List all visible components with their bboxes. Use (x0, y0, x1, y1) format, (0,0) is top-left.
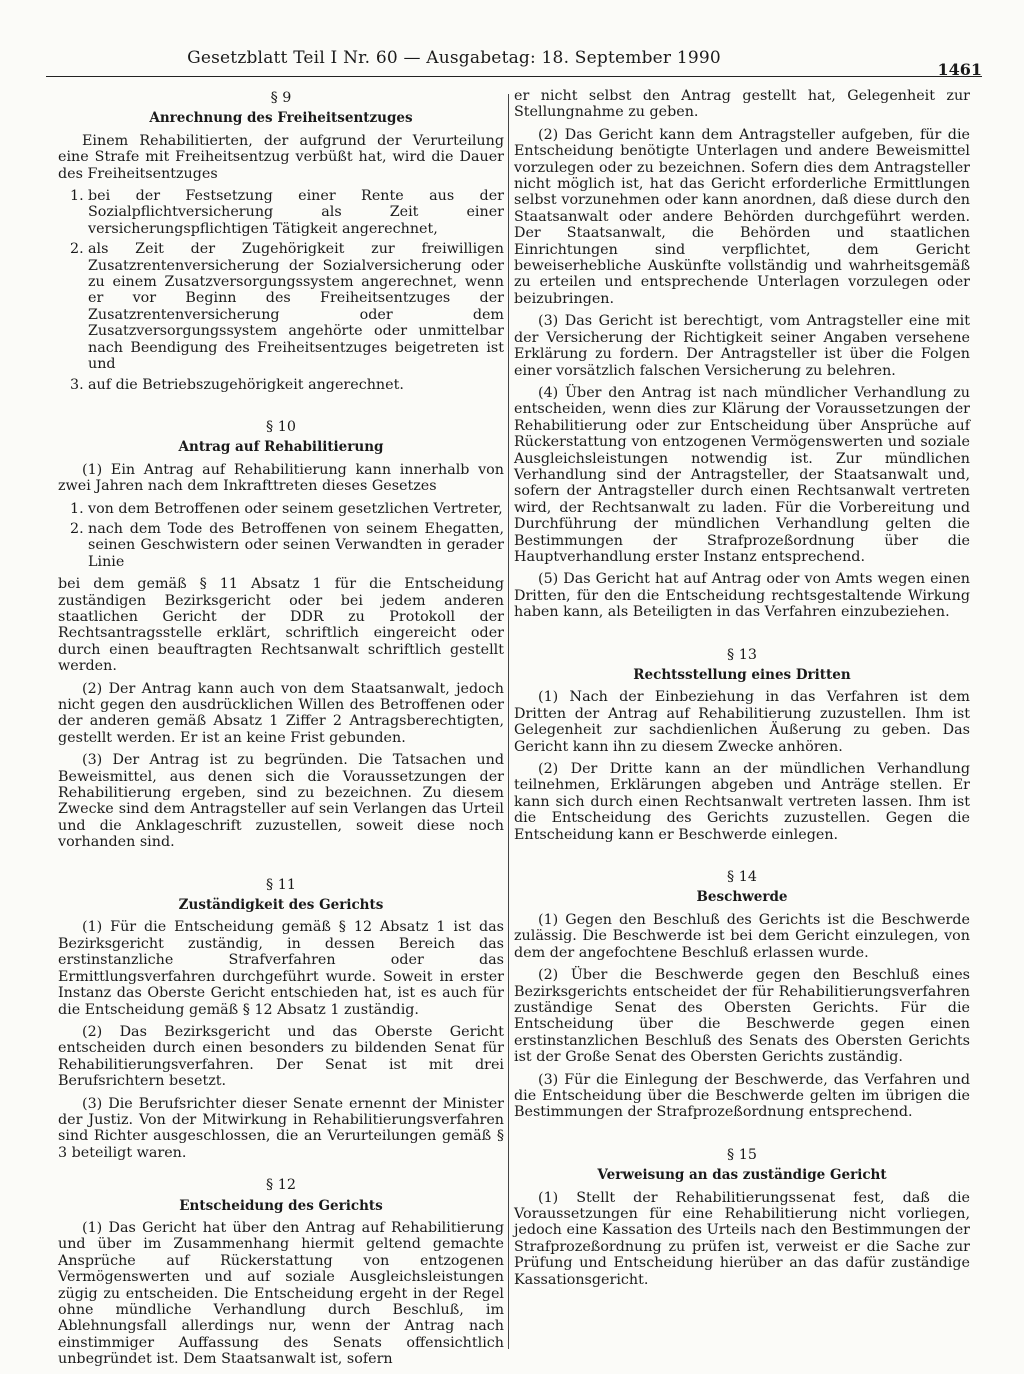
paragraph: (3) Für die Einlegung der Beschwerde, das Verfahren und die Entscheidung über die Beschwerde gelten im übrigen die Bestimmungen der Strafprozeßordnung entsprechend. (514, 1071, 970, 1121)
section-title: Verweisung an das zuständige Gericht (597, 1167, 887, 1184)
enumerated-list (58, 501, 504, 571)
section-title: Anrechnung des Freiheitsentzuges (149, 110, 413, 127)
section-title: Antrag auf Rehabilitierung (178, 439, 384, 456)
paragraph: (3) Der Antrag ist zu begründen. Die Tatsachen und Beweismittel, aus denen sich die Voraussetzungen der Rehabilitierung ergeben, sind zu bezeichnen. Zu diesem Zwecke sind dem Antragsteller auf sein Verlangen das Urteil und die Anklageschrift zuzustellen, soweit diese noch vorhanden sind. (58, 752, 504, 851)
paragraph: (2) Das Gericht kann dem Antragsteller aufgeben, für die Entscheidung benötigte Unterlagen und andere Beweismittel vorzulegen oder zu bezeichnen. Sofern dies dem Antragsteller nicht möglich ist, hat das Gericht erforderliche Ermittlungen selbst vorzunehmen oder kann anordnen, daß diese durch den Staatsanwalt oder andere Behörden durchgeführt werden. Der Staatsanwalt, die Behörden und staatlichen Einrichtungen sind verpflichtet, dem Gericht beweiserhebliche Auskünfte vollständig und wahrheitsgemäß zu erteilen und entsprechende Unterlagen vorzulegen oder beizubringen. (514, 126, 970, 307)
paragraph: (1) Ein Antrag auf Rehabilitierung kann innerhalb von zwei Jahren nach dem Inkrafttreten dieses Gesetzes (58, 461, 504, 495)
paragraph: (3) Die Berufsrichter dieser Senate ernennt der Minister der Justiz. Von der Mitwirkung in Rehabilitierungsverfahren sind Richter ausgeschlossen, die an Verurteilungen gemäß § 3 beteiligt waren. (58, 1095, 504, 1161)
paragraph: (2) Der Dritte kann an der mündlichen Verhandlung teilnehmen, Erklärungen abgeben und Anträge stellen. Er kann sich durch einen Rechtsanwalt vertreten lassen. Ihm ist die Entscheidung des Gerichts zuzustellen. Gegen die Entscheidung kann er Beschwerde einlegen. (514, 761, 970, 843)
page-number: 1461 (937, 60, 982, 79)
paragraph: (1) Das Gericht hat über den Antrag auf Rehabilitierung und über im Zusammenhang hiermit geltend gemachte Ansprüche auf Rückerstattung von entzogenen Vermögenswerten und auf soziale Ausgleichsleistungen zügig zu entscheiden. Die Entscheidung ergeht in der Regel ohne mündliche Verhandlung durch Beschluß, im Ablehnungsfall allerdings nur, wenn der Antrag nach einstimmiger Auffassung des Senats offensichtlich unbegründet ist. Dem Staatsanwalt ist, sofern (58, 1219, 504, 1368)
section-title: Rechtsstellung eines Dritten (633, 667, 851, 683)
paragraph: (4) Über den Antrag ist nach mündlicher Verhandlung zu entscheiden, wenn dies zur Klärung der Voraussetzungen der Rehabilitierung oder zur Entscheidung über Ansprüche auf Rückerstattung von entzogenen Vermögenswerten und soziale Ausgleichsleistungen notwendig ist. Zur mündlichen Verhandlung sind der Antragsteller, der Staatsanwalt und, sofern der Antragsteller durch einen Rechtsanwalt vertreten wird, der Rechtsanwalt zu laden. Für die Vorbereitung und Durchführung der mündlichen Verhandlung gelten die Bestimmungen der Strafprozeßordnung über die Hauptverhandlung erster Instanz entsprechend. (514, 384, 970, 565)
gazette-title: Gesetzblatt Teil I Nr. 60 — Ausgabetag: 18. September 1990 (187, 48, 721, 68)
paragraph: (3) Das Gericht ist berechtigt, vom Antragsteller eine mit der Versicherung der Richtigkeit seiner Angaben versehene Erklärung zu fordern. Der Antragsteller ist über die Folgen einer vorsätzlich falschen Versicherung zu belehren. (514, 313, 970, 379)
paragraph: er nicht selbst den Antrag gestellt hat, Gelegenheit zur Stellungnahme zu geben. (514, 88, 970, 121)
paragraph: (1) Nach der Einbeziehung in das Verfahren ist dem Dritten der Antrag auf Rehabilitierung zuzustellen. Ihm ist Gelegenheit zur sachdienlichen Äußerung zu geben. Das Gericht kann ihn zu diesem Zwecke anhören. (514, 689, 970, 755)
column-divider (508, 94, 509, 1349)
paragraph: (1) Für die Entscheidung gemäß § 12 Absatz 1 ist das Bezirksgericht zuständig, in dessen Bereich das erstinstanzliche Strafverfahren oder das Ermittlungsverfahren durchgeführt wurde. Soweit in erster Instanz das Oberste Gericht entschieden hat, ist es auch für die Entscheidung gemäß § 12 Absatz 1 zuständig. (58, 919, 504, 1018)
section-number: § 14 (727, 869, 757, 886)
page-header (46, 36, 982, 77)
list-item: 3. auf die Betriebszugehörigkeit angerechnet. (70, 376, 404, 393)
list-item: 2. als Zeit der Zugehörigkeit zur freiwilligen Zusatzrentenversicherung der Sozialversicherung oder zu einem Zusatzversorgungssystem angerechnet, wenn er vor Beginn des Freiheitsentzuges der Zusatzrentenversicherung oder dem Zusatzversorgungssystem angehörte oder unmittelbar nach Beendigung des Freiheitsentzuges beigetreten ist und (70, 241, 504, 373)
list-item: 2. nach dem Tode des Betroffenen von seinem Ehegatten, seinen Geschwistern oder seinen Verwandten in gerader Linie (70, 520, 504, 570)
paragraph: (2) Über die Beschwerde gegen den Beschluß eines Bezirksgerichts entscheidet der für Rehabilitierungsverfahren zuständige Senat des Obersten Gerichts. Für die Entscheidung über die Beschwerde gegen einen erstinstanzlichen Beschluß des Senats des Obersten Gerichts ist der Große Senat des Obersten Gerichts zuständig. (514, 967, 970, 1066)
section-number: § 11 (266, 876, 296, 893)
paragraph: (5) Das Gericht hat auf Antrag oder von Amts wegen einen Dritten, für den die Entscheidung rechtsgestaltende Wirkung haben kann, als Beteiligten in das Verfahren einzubeziehen. (514, 571, 970, 621)
paragraph: bei dem gemäß § 11 Absatz 1 für die Entscheidung zuständigen Bezirksgericht oder bei jedem anderen staatlichen Gericht der DDR zu Protokoll der Rechtsantragsstelle erklärt, schriftlich eingereicht oder durch einen beauftragten Rechtsanwalt schriftlich gestellt werden. (58, 576, 504, 675)
left-column (58, 88, 504, 1374)
paragraph: (2) Der Antrag kann auch von dem Staatsanwalt, jedoch nicht gegen den ausdrücklichen Willen des Betroffenen oder der anderen gemäß Absatz 1 Ziffer 2 Antragsberechtigten, gestellt werden. Er ist an keine Frist gebunden. (58, 680, 504, 746)
section-number: § 10 (266, 418, 296, 435)
section-number: § 12 (266, 1177, 296, 1194)
section-number: § 9 (270, 90, 292, 106)
list-item: 1. bei der Festsetzung einer Rente aus der Sozialpflichtversicherung als Zeit einer versicherungspflichtigen Tätigkeit angerechnet, (70, 188, 504, 237)
paragraph: (1) Gegen den Beschluß des Gerichts ist die Beschwerde zulässig. Die Beschwerde ist bei dem Gericht einzulegen, von dem der angefochtene Beschluß erlassen wurde. (514, 911, 970, 961)
section-number: § 13 (727, 646, 757, 663)
right-column (514, 88, 970, 1294)
list-item: 1. von dem Betroffenen oder seinem gesetzlichen Vertreter, (70, 500, 503, 517)
section-number: § 15 (727, 1146, 757, 1163)
section-title: Zuständigkeit des Gerichts (178, 897, 384, 914)
section-title: Beschwerde (696, 889, 788, 906)
paragraph: (2) Das Bezirksgericht und das Oberste Gericht entscheiden durch einen besonders zu bildenden Senat für Rehabilitierungsverfahren. Der Senat ist mit drei Berufsrichtern besetzt. (58, 1023, 504, 1090)
section-title: Entscheidung des Gerichts (179, 1197, 383, 1214)
enumerated-list (58, 188, 504, 393)
paragraph: (1) Stellt der Rehabilitierungssenat fest, daß die Voraussetzungen für eine Rehabilitierung nicht vorliegen, jedoch eine Kassation des Urteils nach den Bestimmungen der Strafprozeßordnung zu prüfen ist, verweist er die Sache zur Prüfung und Entscheidung hierüber an das dafür zuständige Kassationsgericht. (514, 1189, 970, 1288)
paragraph: Einem Rehabilitierten, der aufgrund der Verurteilung eine Strafe mit Freiheitsentzug verbüßt hat, wird die Dauer des Freiheitsentzuges (58, 132, 504, 182)
